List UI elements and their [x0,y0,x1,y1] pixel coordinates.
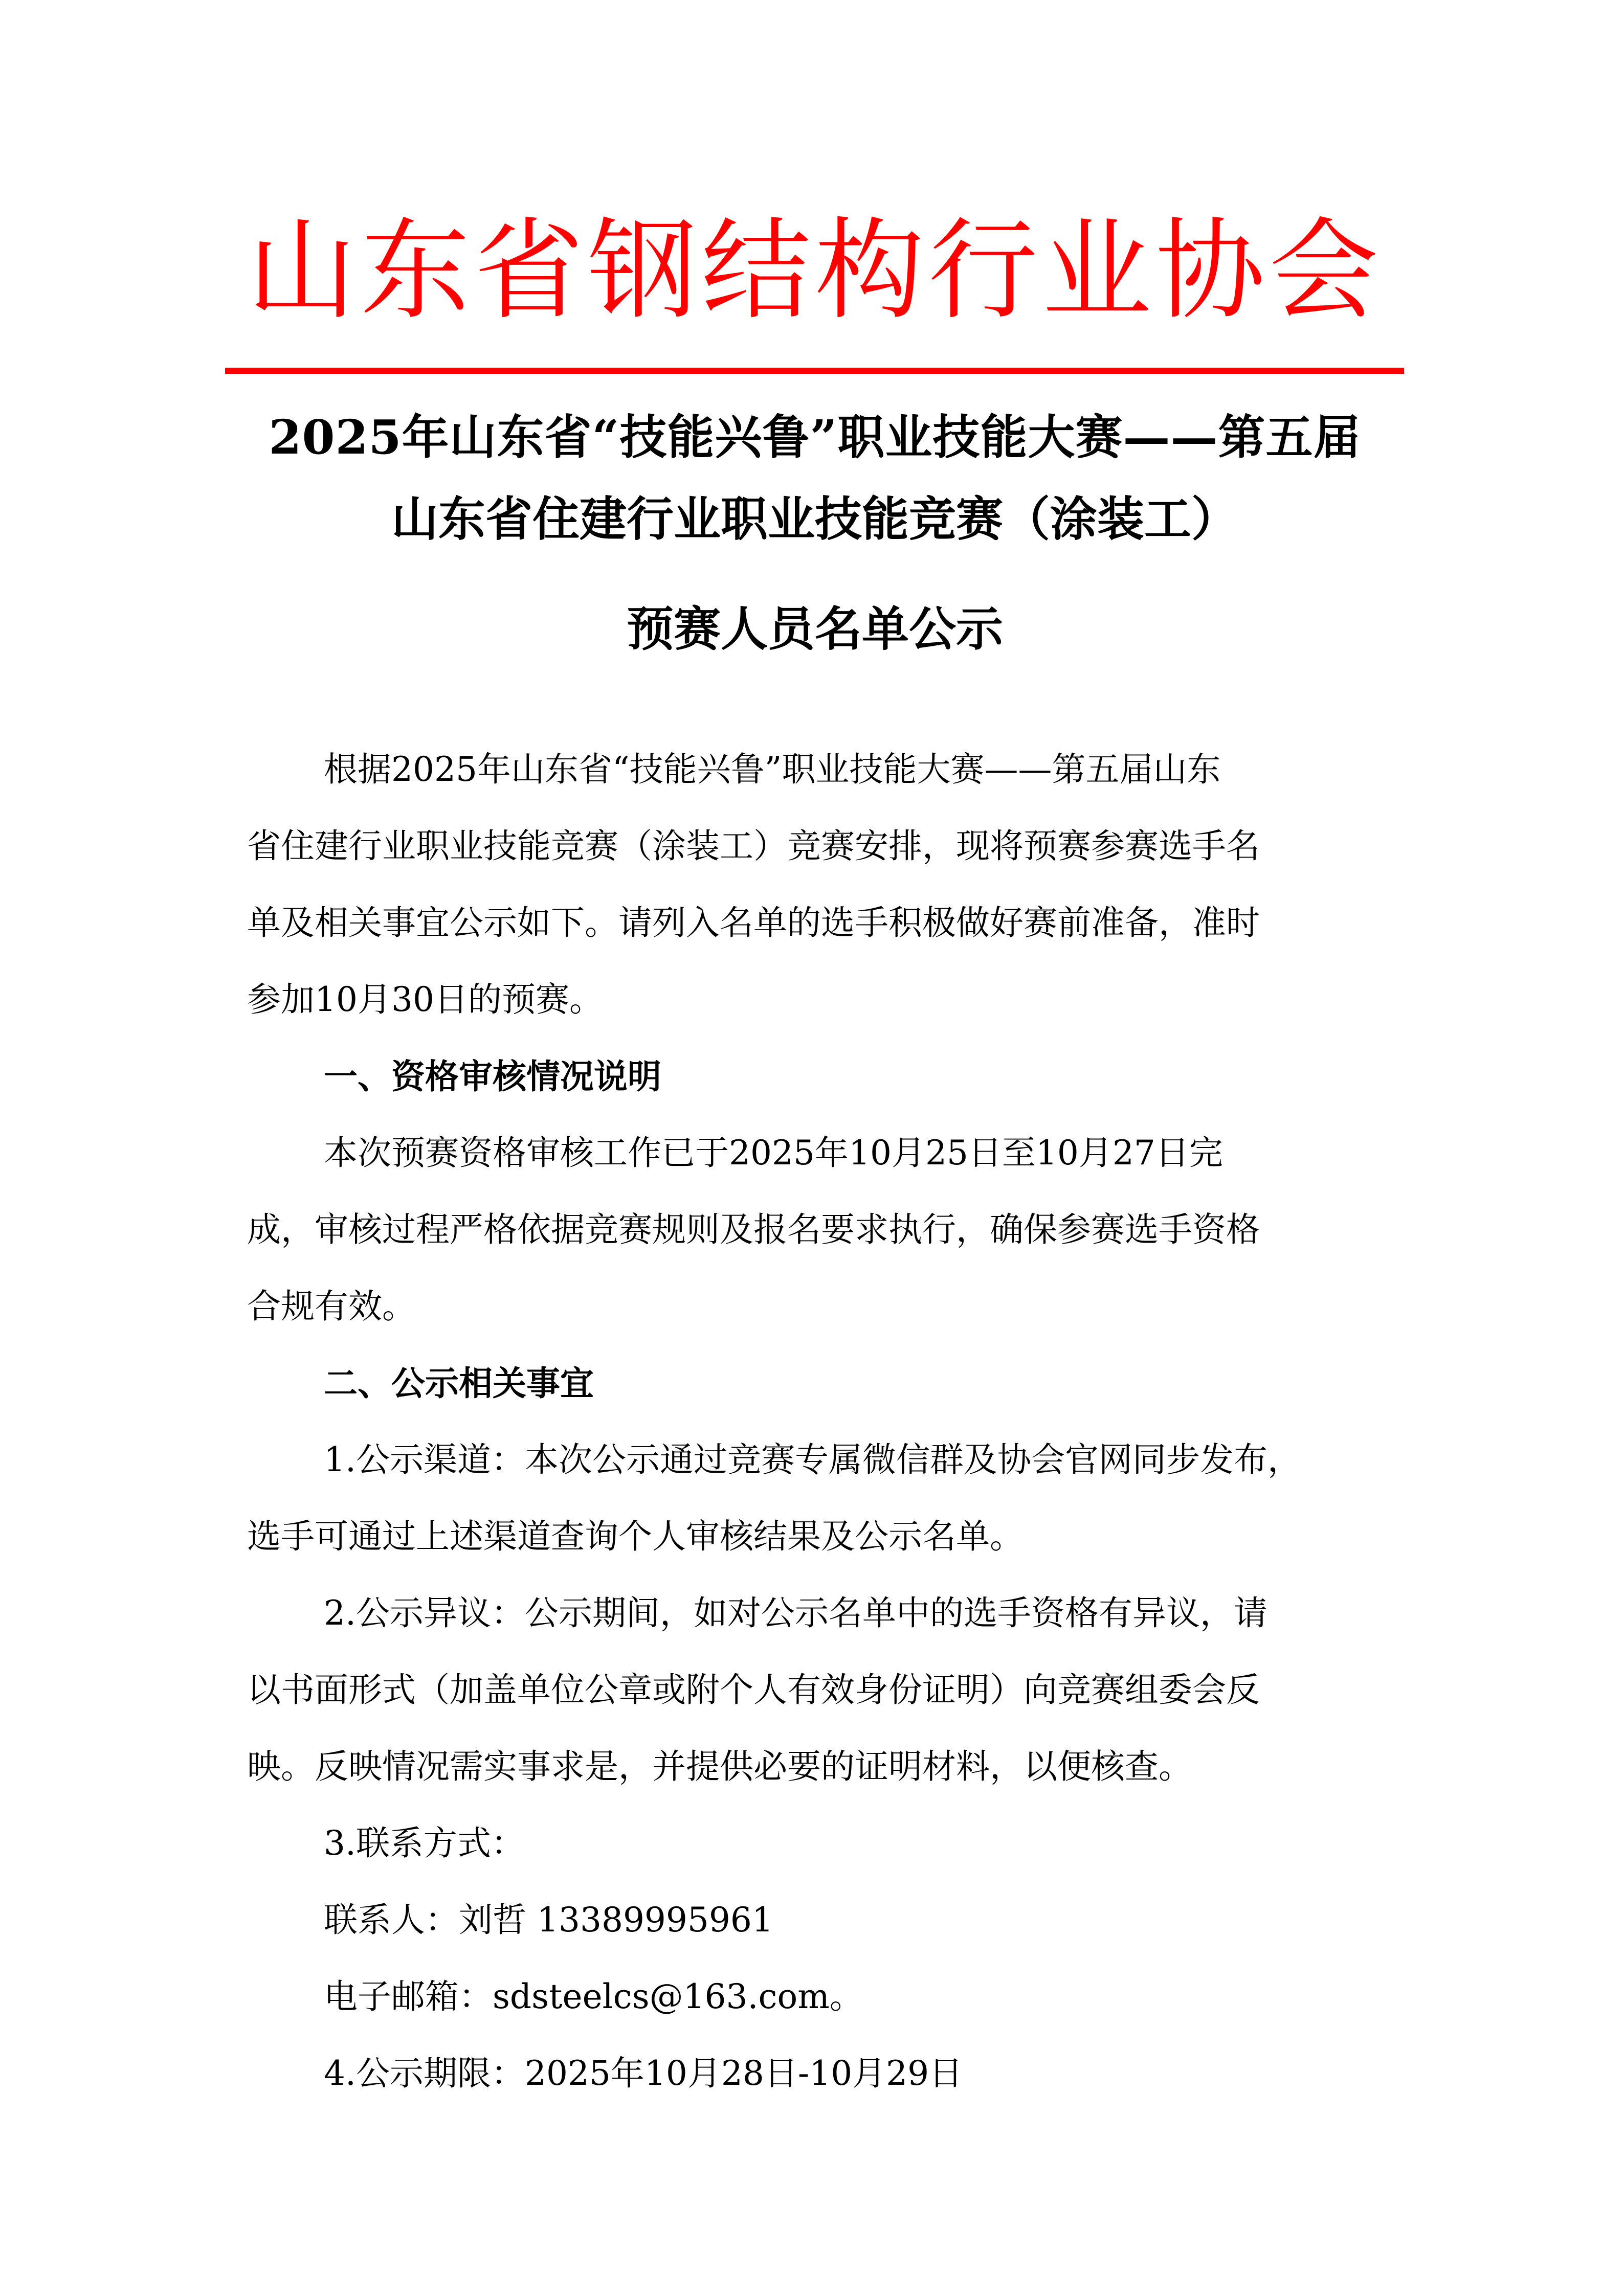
intro-line: 参加10月30日的预赛。 [247,980,603,1019]
section-2-heading: 二、公示相关事宜 [324,1363,594,1403]
title-line-3: 预赛人员名单公示 [626,601,1003,657]
section-2 [247,1345,1391,2112]
contact-person: 联系人：刘哲 13389995961 [324,1900,773,1940]
letterhead-red-rule [225,368,1404,374]
intro-line: 根据2025年山东省“技能兴鲁”职业技能大赛——第五届山东 [324,750,1221,789]
section-1 [247,1038,1391,1345]
section-1-line: 合规有效。 [247,1287,416,1326]
item-2-line: 2.公示异议：公示期间，如对公示名单中的选手资格有异议，请 [324,1593,1267,1633]
item-2-line: 映。反映情况需实事求是，并提供必要的证明材料，以便核查。 [247,1747,1192,1786]
section-1-heading: 一、资格审核情况说明 [324,1056,661,1096]
title-line-1: 2025年山东省“技能兴鲁”职业技能大赛——第五届 [269,410,1361,465]
item-1-line: 选手可通过上述渠道查询个人审核结果及公示名单。 [247,1517,1024,1556]
section-1-line: 成，审核过程严格依据竞赛规则及报名要求执行，确保参赛选手资格 [247,1210,1260,1249]
item-1-line: 1.公示渠道：本次公示通过竞赛专属微信群及协会官网同步发布， [324,1440,1301,1479]
letterhead-org-name: 山东省钢结构行业协会 [247,207,1383,334]
intro-line: 单及相关事宜公示如下。请列入名单的选手积极做好赛前准备，准时 [247,903,1260,942]
intro-line: 省住建行业职业技能竞赛（涂装工）竞赛安排，现将预赛参赛选手名 [247,826,1260,866]
item-3-label: 3.联系方式： [324,1824,525,1863]
item-2-line: 以书面形式（加盖单位公章或附个人有效身份证明）向竞赛组委会反 [247,1670,1260,1709]
intro-paragraph [247,731,1391,1038]
section-1-line: 本次预赛资格审核工作已于2025年10月25日至10月27日完 [324,1133,1223,1173]
item-4-period: 4.公示期限：2025年10月28日-10月29日 [324,2054,963,2093]
contact-email: 电子邮箱：sdsteelcs@163.com。 [324,1977,863,2016]
title-line-2: 山东省住建行业职业技能竞赛（涂装工） [391,491,1238,547]
